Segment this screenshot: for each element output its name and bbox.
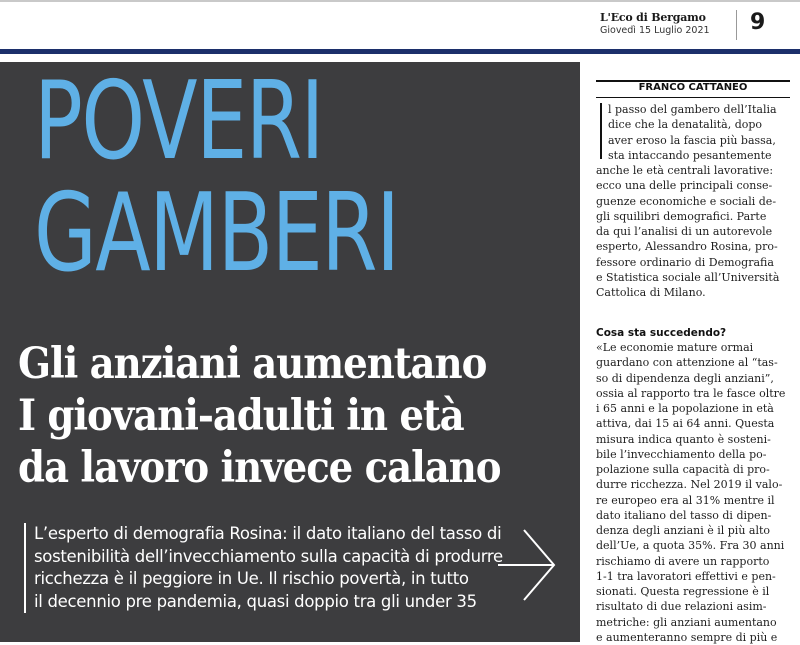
headline-line: da lavoro invece calano	[18, 443, 501, 493]
text-line: aver eroso la fascia più bassa,	[608, 133, 776, 147]
text-line: ecco una delle principali conse-	[596, 179, 773, 193]
text-line: rischiamo di avere un rapporto	[596, 554, 770, 568]
section-rule	[0, 49, 800, 54]
newspaper-name: L'Eco di Bergamo	[600, 11, 706, 24]
subhead-line: ricchezza è il peggiore in Ue. Il rischio povertà, in tutto	[34, 569, 469, 588]
subhead-rule	[24, 523, 26, 613]
text-line: attiva, dai 15 ai 64 anni. Questa	[596, 417, 775, 431]
text-line: so di dipendenza degli anziani”,	[596, 371, 774, 385]
kicker-title	[34, 59, 399, 296]
article-intro	[596, 102, 790, 300]
text-line: bile l’invecchiamento della po-	[596, 447, 767, 461]
page-number: 9	[750, 10, 766, 35]
subhead-line: L’esperto di demografia Rosina: il dato italiano del tasso di	[34, 524, 502, 543]
text-line: dell’Ue, a quota 35%. Fra 30 anni	[596, 539, 785, 553]
text-line: Cattolica di Milano.	[596, 286, 706, 299]
text-line: misura indica quanto è sosteni-	[596, 432, 771, 446]
subhead-line: il decennio pre pandemia, quasi doppio tra gli under 35	[34, 591, 477, 611]
text-line: dice che la denatalità, dopo	[608, 118, 763, 132]
text-line: da qui l’analisi di un autorevole	[596, 225, 773, 238]
text-line: fessore ordinario di Demografia	[596, 255, 774, 269]
text-line: e aumenteranno sempre di più e	[596, 630, 778, 644]
headline-line: I giovani-adulti in età	[18, 391, 464, 441]
text-line: ossia al rapporto tra le fasce oltre	[596, 386, 786, 400]
byline: FRANCO CATTANEO	[638, 82, 748, 93]
issue-date: Giovedì 15 Luglio 2021	[600, 25, 710, 36]
text-line: re europeo era al 31% mentre il	[596, 493, 775, 507]
page-header	[600, 10, 800, 46]
interview-question: Cosa sta succedendo?	[596, 327, 727, 339]
text-line: anche le età centrali lavorative:	[596, 164, 774, 177]
text-line: risultato di due relazioni asim-	[596, 600, 767, 614]
text-line: guenze economiche e sociali de-	[596, 194, 777, 208]
text-line: dato italiano del tasso di dipen-	[596, 508, 772, 522]
text-line: guardano con attenzione al “tas-	[596, 356, 778, 370]
text-line: metriche: gli anziani aumentano	[596, 615, 777, 629]
header-divider	[736, 10, 737, 40]
text-line: i 65 anni e la popolazione in età	[596, 402, 774, 415]
text-line: «Le economie mature ormai	[596, 341, 754, 354]
interview-answer	[596, 340, 790, 645]
headline	[18, 338, 578, 494]
text-line: sionati. Questa regressione è il	[596, 585, 770, 598]
kicker-line: GAMBERI	[34, 171, 399, 296]
text-line: e Statistica sociale all’Università	[596, 270, 780, 284]
byline-bottom-rule	[596, 97, 790, 98]
text-line: l passo del gambero dell’Italia	[608, 103, 777, 116]
headline-line: Gli anziani aumentano	[18, 339, 487, 389]
feature-panel	[0, 59, 580, 642]
text-line: durre ricchezza. Nel 2019 il valo-	[596, 478, 783, 492]
subhead-line: sostenibilità dell’invecchiamento sulla capacità di produrre	[34, 546, 503, 566]
text-line: gli squilibri demografici. Parte	[596, 209, 767, 223]
text-line: sta intaccando pesantemente	[608, 148, 772, 162]
text-line: esperto, Alessandro Rosina, pro-	[596, 240, 778, 254]
arrow-right-icon	[496, 526, 558, 604]
header-top-rule	[0, 0, 800, 2]
text-line: polazione sulla capacità di pro-	[596, 463, 770, 476]
subheadline	[34, 523, 504, 613]
text-line: denza degli anziani è il più alto	[596, 524, 771, 537]
text-line: 1-1 tra lavoratori effettivi e pen-	[596, 569, 776, 583]
kicker-line: POVERI	[34, 59, 323, 184]
